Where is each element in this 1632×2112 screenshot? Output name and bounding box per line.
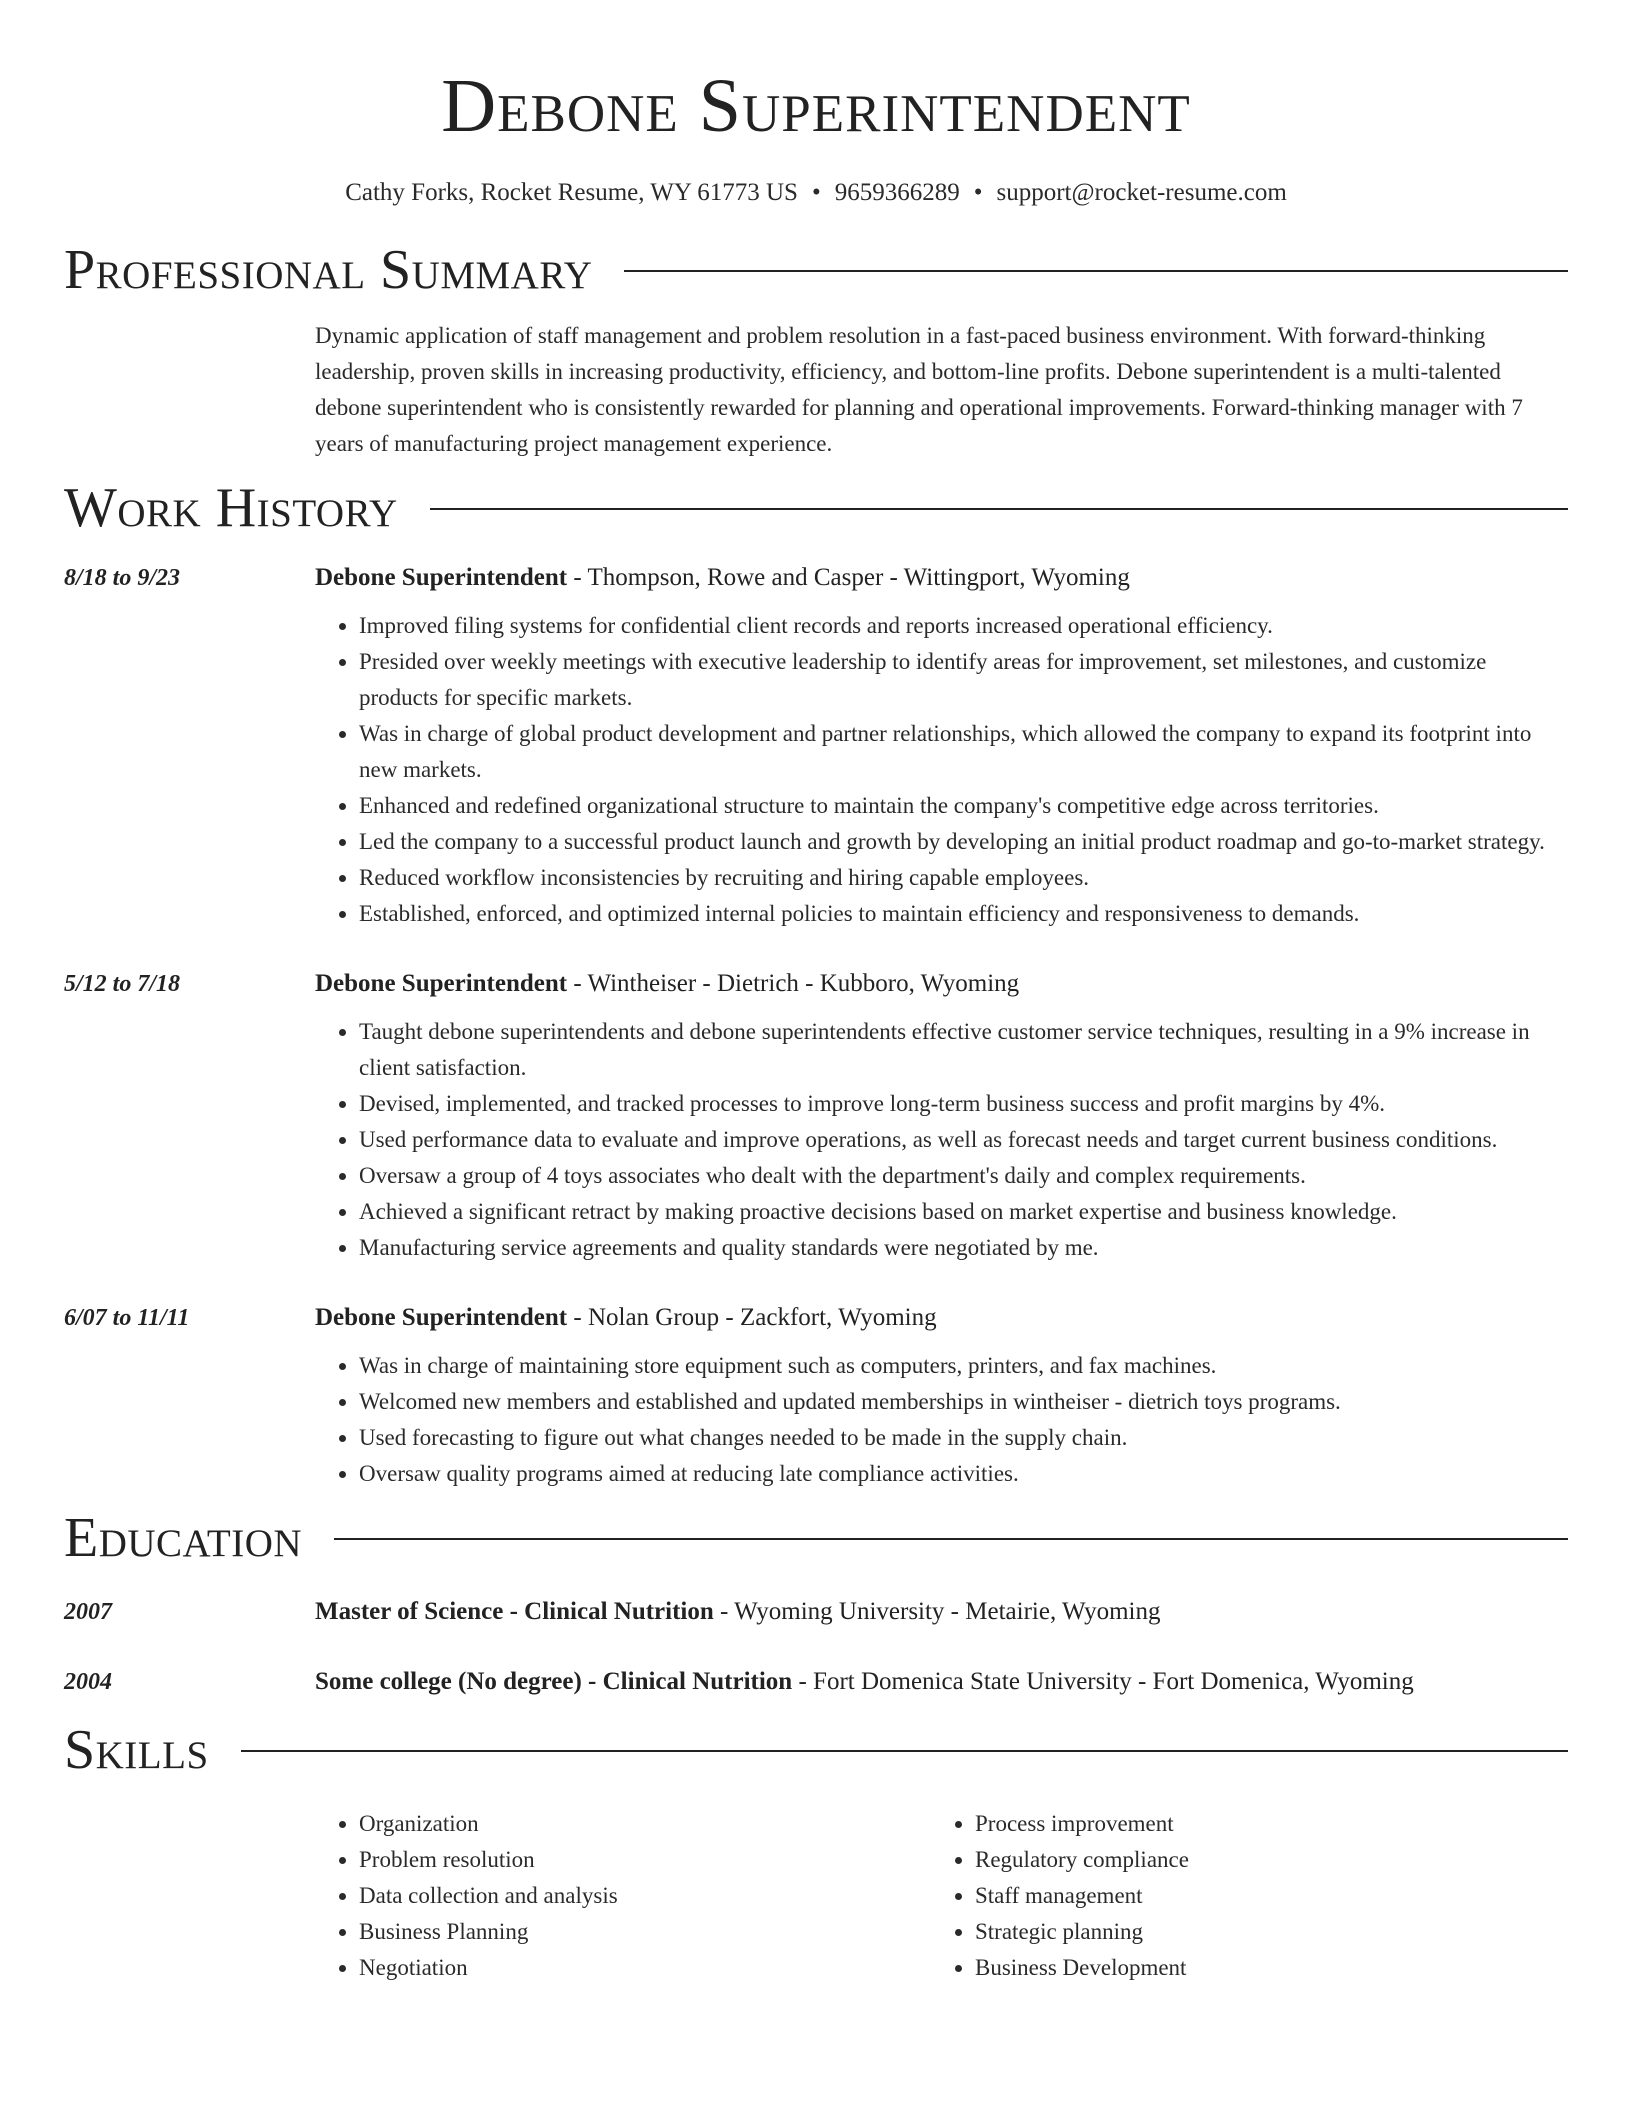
skills-column-left bbox=[315, 1806, 931, 1986]
work-section-header bbox=[64, 476, 1568, 540]
education-year: 2007 bbox=[64, 1599, 112, 1625]
job-bullet: • Taught debone superintendents and debone superintendents effective customer service techniques, resulting in a 9% increase in client satisfaction. bbox=[359, 1014, 1568, 1086]
job-bullet: • Manufacturing service agreements and quality standards were negotiated by me. bbox=[359, 1230, 1568, 1266]
job-bullet: • Welcomed new members and established and updated memberships in wintheiser - dietrich toys programs. bbox=[359, 1384, 1568, 1420]
skills-list bbox=[315, 1806, 1568, 1986]
contact-line bbox=[64, 176, 1568, 210]
job-title: Debone Superintendent bbox=[315, 564, 568, 591]
job-bullet: • Devised, implemented, and tracked processes to improve long-term business success and profit margins by 4%. bbox=[359, 1086, 1568, 1122]
job-header bbox=[64, 560, 1568, 932]
resume-page bbox=[64, 0, 1568, 1986]
job-bullet: • Oversaw quality programs aimed at reducing late compliance activities. bbox=[359, 1456, 1568, 1492]
job-details: - Thompson, Rowe and Casper - Wittingport, Wyoming bbox=[567, 564, 1130, 591]
job-bullet: • Reduced workflow inconsistencies by recruiting and hiring capable employees. bbox=[359, 860, 1568, 896]
job-entry bbox=[64, 1300, 1568, 1492]
job-bullet: • Used forecasting to figure out what changes needed to be made in the supply chain. bbox=[359, 1420, 1568, 1456]
job-body bbox=[315, 1300, 1568, 1492]
section-divider bbox=[430, 508, 1568, 510]
education-section-header bbox=[64, 1506, 1568, 1570]
job-bullets bbox=[315, 1348, 1568, 1492]
section-divider bbox=[624, 270, 1568, 272]
job-title-line bbox=[315, 1300, 1568, 1336]
education-heading: Education bbox=[64, 1507, 303, 1569]
job-bullet: • Used performance data to evaluate and improve operations, as well as forecast needs and target current business conditions. bbox=[359, 1122, 1568, 1158]
education-line bbox=[315, 1594, 1568, 1630]
skills-column-right bbox=[931, 1806, 1565, 1986]
job-bullet: • Enhanced and redefined organizational structure to maintain the company's competitive edge across territories. bbox=[359, 788, 1568, 824]
job-date: 8/18 to 9/23 bbox=[64, 565, 181, 591]
job-entry bbox=[64, 966, 1568, 1266]
skills-section-header bbox=[64, 1718, 1568, 1782]
education-body bbox=[315, 1594, 1568, 1630]
education-entry bbox=[64, 1664, 1568, 1700]
education-degree: Some college (No degree) - Clinical Nutrition bbox=[315, 1668, 793, 1695]
summary-heading: Professional Summary bbox=[64, 239, 593, 301]
job-title: Debone Superintendent bbox=[315, 970, 568, 997]
work-list bbox=[64, 560, 1568, 1492]
job-bullet: • Led the company to a successful product launch and growth by developing an initial product roadmap and go-to-market strategy. bbox=[359, 824, 1568, 860]
education-body bbox=[315, 1664, 1568, 1700]
job-header bbox=[64, 966, 1568, 1266]
job-title-line bbox=[315, 560, 1568, 596]
contact-separator: • bbox=[811, 179, 821, 206]
education-entry bbox=[64, 1594, 1568, 1630]
job-bullet: • Established, enforced, and optimized internal policies to maintain efficiency and responsiveness to demands. bbox=[359, 896, 1568, 932]
contact-address: Cathy Forks, Rocket Resume, WY 61773 US bbox=[345, 179, 798, 206]
skill-item: • Regulatory compliance bbox=[975, 1842, 1565, 1878]
job-bullet: • Oversaw a group of 4 toys associates who dealt with the department's daily and complex requirements. bbox=[359, 1158, 1568, 1194]
skill-item: • Business Development bbox=[975, 1950, 1565, 1986]
section-divider bbox=[334, 1538, 1568, 1540]
job-bullet: • Was in charge of global product development and partner relationships, which allowed the company to expand its footprint into new markets. bbox=[359, 716, 1568, 788]
summary-section-header bbox=[64, 238, 1568, 302]
skills-heading: Skills bbox=[64, 1719, 209, 1781]
job-bullets bbox=[315, 608, 1568, 932]
education-details: - Wyoming University - Metairie, Wyoming bbox=[713, 1598, 1161, 1625]
skill-item: • Problem resolution bbox=[359, 1842, 931, 1878]
skill-item: • Negotiation bbox=[359, 1950, 931, 1986]
skill-item: • Organization bbox=[359, 1806, 931, 1842]
education-details: - Fort Domenica State University - Fort Domenica, Wyoming bbox=[792, 1668, 1414, 1695]
job-header bbox=[64, 1300, 1568, 1492]
job-details: - Nolan Group - Zackfort, Wyoming bbox=[567, 1304, 937, 1331]
job-body bbox=[315, 966, 1568, 1266]
skill-item: • Business Planning bbox=[359, 1914, 931, 1950]
contact-separator: • bbox=[973, 179, 983, 206]
skill-item: • Strategic planning bbox=[975, 1914, 1565, 1950]
job-entry bbox=[64, 560, 1568, 932]
job-date: 5/12 to 7/18 bbox=[64, 971, 181, 997]
job-title-line bbox=[315, 966, 1568, 1002]
job-title: Debone Superintendent bbox=[315, 1304, 568, 1331]
work-heading: Work History bbox=[64, 477, 398, 539]
job-bullet: • Was in charge of maintaining store equipment such as computers, printers, and fax machines. bbox=[359, 1348, 1568, 1384]
job-bullet: • Improved filing systems for confidential client records and reports increased operational efficiency. bbox=[359, 608, 1568, 644]
skill-item: • Process improvement bbox=[975, 1806, 1565, 1842]
section-divider bbox=[241, 1750, 1568, 1752]
job-bullet: • Presided over weekly meetings with executive leadership to identify areas for improvement, set milestones, and customize products for specific markets. bbox=[359, 644, 1568, 716]
job-date: 6/07 to 11/11 bbox=[64, 1305, 190, 1331]
education-list bbox=[64, 1594, 1568, 1700]
education-year: 2004 bbox=[64, 1669, 112, 1695]
skill-item: • Data collection and analysis bbox=[359, 1878, 931, 1914]
contact-phone: 9659366289 bbox=[834, 179, 960, 206]
job-body bbox=[315, 560, 1568, 932]
skill-item: • Staff management bbox=[975, 1878, 1565, 1914]
resume-name: Debone Superintendent bbox=[441, 64, 1191, 148]
job-bullets bbox=[315, 1014, 1568, 1266]
job-details: - Wintheiser - Dietrich - Kubboro, Wyoming bbox=[567, 970, 1020, 997]
education-degree: Master of Science - Clinical Nutrition bbox=[315, 1598, 714, 1625]
contact-email: support@rocket-resume.com bbox=[996, 179, 1287, 206]
education-line bbox=[315, 1664, 1568, 1700]
summary-text: Dynamic application of staff management and problem resolution in a fast-paced business environment. With forward-thinking leadership, proven skills in increasing productivity, efficiency, and bottom-line profits. Debone superintendent is a multi-talented debone superintendent who is consistently rewarded for planning and operational improvements. Forward-thinking manager with 7 years of manufacturing project management experience. bbox=[315, 323, 1523, 456]
job-bullet: • Achieved a significant retract by making proactive decisions based on market expertise and business knowledge. bbox=[359, 1194, 1568, 1230]
